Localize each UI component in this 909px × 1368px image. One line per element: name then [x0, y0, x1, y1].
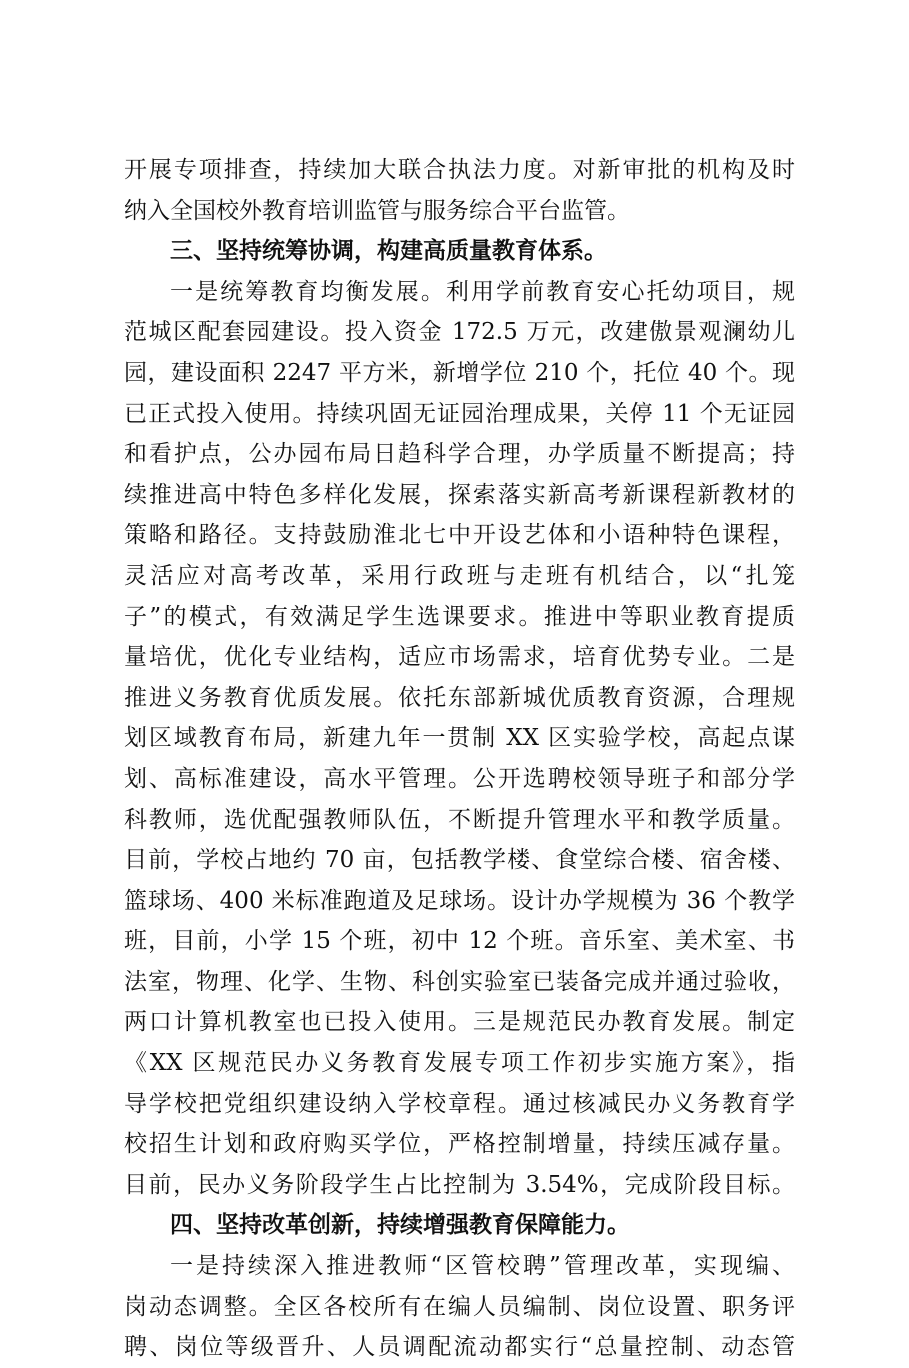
text-line: 和看护点，公办园布局日趋科学合理，办学质量不断提高；持: [124, 441, 795, 468]
document-body: [124, 150, 795, 1368]
text-line: 策略和路径。支持鼓励淮北七中开设艺体和小语种特色课程，: [124, 522, 795, 549]
text-line: 《XX 区规范民办义务教育发展专项工作初步实施方案》，指: [124, 1050, 795, 1077]
text-line: 篮球场、400 米标准跑道及足球场。设计办学规模为 36 个教学: [124, 887, 795, 914]
text-line: 法室，物理、化学、生物、科创实验室已装备完成并通过验收，: [124, 968, 795, 995]
text-line: 子”的模式，有效满足学生选课要求。推进中等职业教育提质: [124, 603, 795, 630]
text-line: 班，目前，小学 15 个班，初中 12 个班。音乐室、美术室、书: [124, 928, 795, 955]
text-line: 划区域教育布局，新建九年一贯制 XX 区实验学校，高起点谋: [124, 725, 795, 752]
text-line: 科教师，选优配强教师队伍，不断提升管理水平和教学质量。: [124, 806, 795, 833]
text-line: 岗动态调整。全区各校所有在编人员编制、岗位设置、职务评: [124, 1293, 795, 1320]
text-line: 量培优，优化专业结构，适应市场需求，培育优势专业。二是: [124, 644, 795, 671]
text-line: 纳入全国校外教育培训监管与服务综合平台监管。: [124, 197, 630, 224]
text-line: 灵活应对高考改革，采用行政班与走班有机结合，以“扎笼: [124, 562, 795, 589]
text-line: 两口计算机教室也已投入使用。三是规范民办教育发展。制定: [124, 1009, 795, 1036]
text-line: 推进义务教育优质发展。依托东部新城优质教育资源，合理规: [124, 684, 795, 711]
text-line: 校招生计划和政府购买学位，严格控制增量，持续压减存量。: [124, 1131, 795, 1158]
text-line: 范城区配套园建设。投入资金 172.5 万元，改建傲景观澜幼儿: [124, 319, 795, 346]
text-line: 开展专项排查，持续加大联合执法力度。对新审批的机构及时: [124, 157, 795, 183]
text-line: 续推进高中特色多样化发展，探索落实新高考新课程新教材的: [124, 481, 795, 508]
section-heading: 三、坚持统筹协调，构建高质量教育体系。: [170, 237, 607, 265]
text-line: 目前，学校占地约 70 亩，包括教学楼、食堂综合楼、宿舍楼、: [124, 847, 795, 874]
text-line: 划、高标准建设，高水平管理。公开选聘校领导班子和部分学: [124, 765, 795, 792]
text-line: 一是统筹教育均衡发展。利用学前教育安心托幼项目，规: [170, 278, 795, 305]
text-line: 已正式投入使用。持续巩固无证园治理成果，关停 11 个无证园: [124, 400, 795, 427]
text-line: 一是持续深入推进教师“区管校聘”管理改革，实现编、: [170, 1253, 795, 1280]
text-line: 园，建设面积 2247 平方米，新增学位 210 个，托位 40 个。现: [124, 359, 795, 386]
text-line: 导学校把党组织建设纳入学校章程。通过核减民办义务教育学: [124, 1090, 795, 1117]
text-line: 聘、岗位等级晋升、人员调配流动都实行“总量控制、动态管: [124, 1334, 795, 1361]
text-line: 目前，民办义务阶段学生占比控制为 3.54%，完成阶段目标。: [124, 1171, 795, 1198]
section-heading: 四、坚持改革创新，持续增强教育保障能力。: [170, 1211, 630, 1239]
